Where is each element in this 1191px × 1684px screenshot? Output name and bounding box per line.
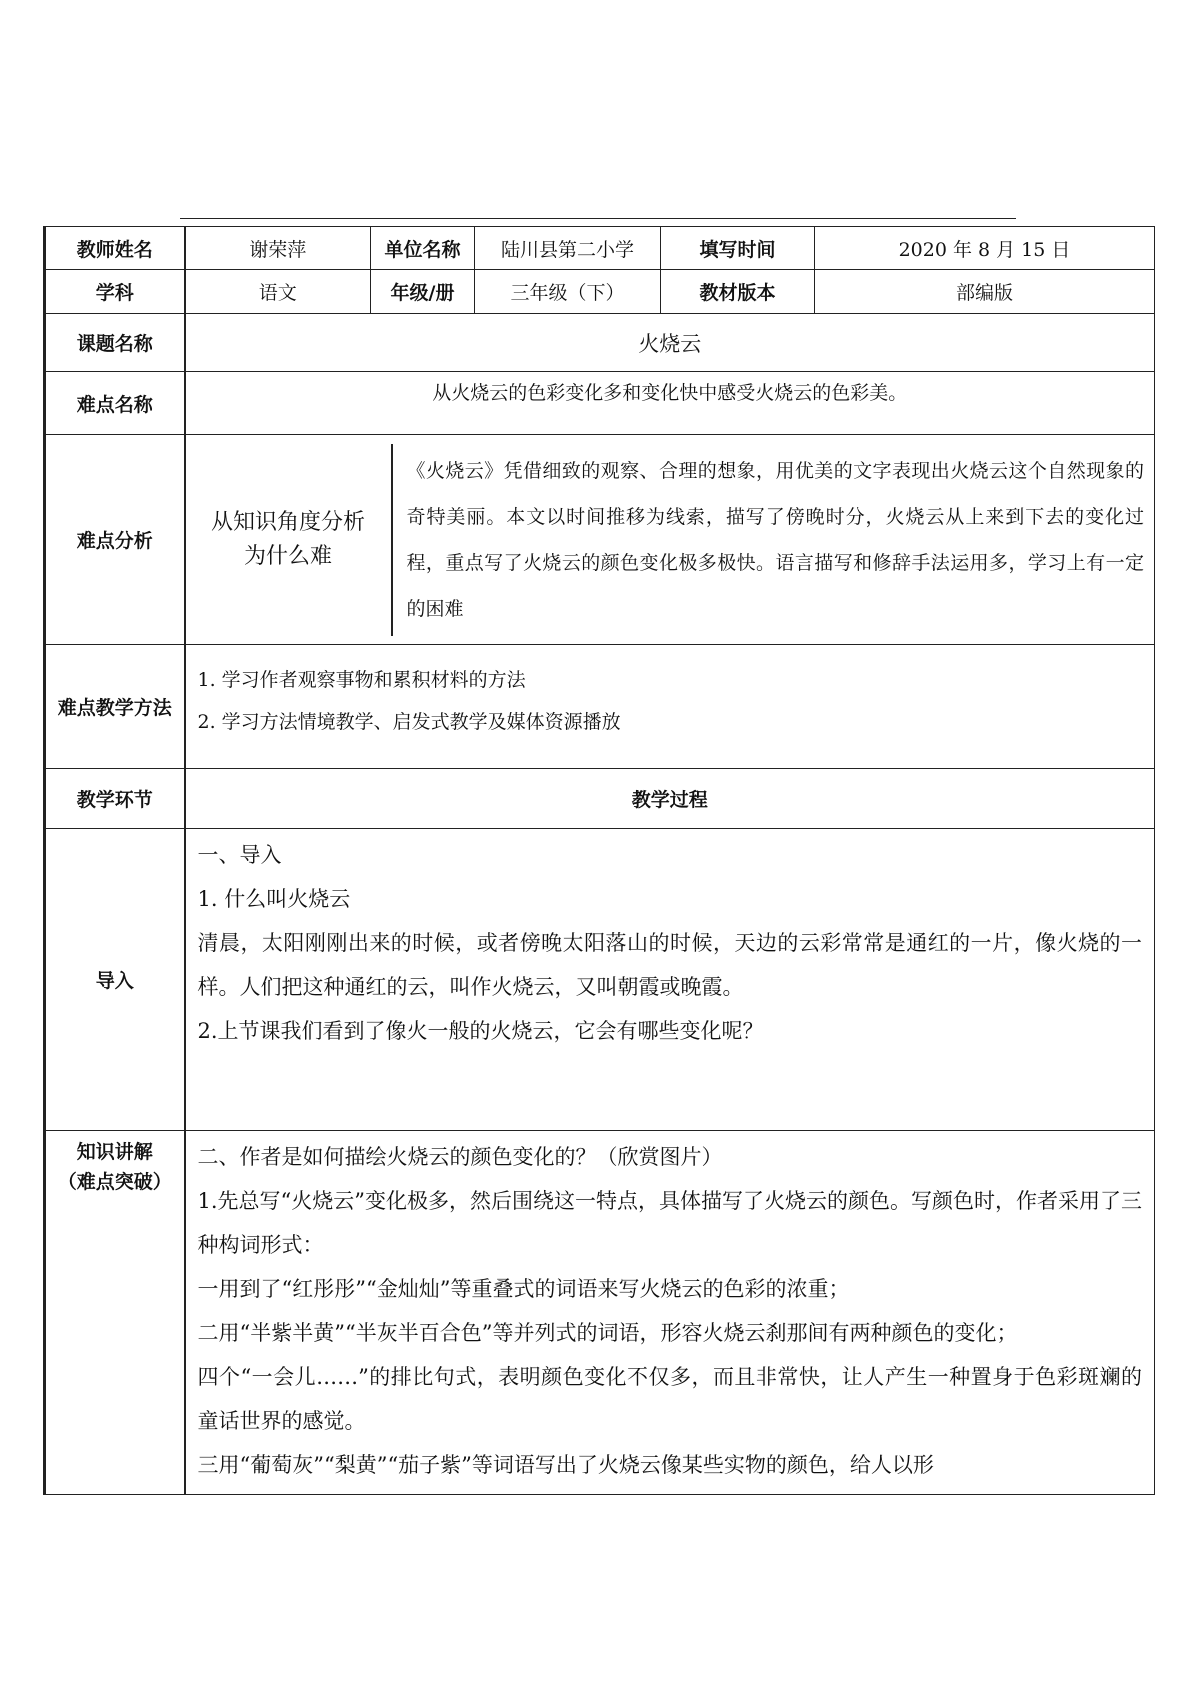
intro-row	[45, 829, 1155, 1131]
intro-line-2: 1. 什么叫火烧云	[197, 887, 351, 911]
subject-value: 语文	[185, 270, 371, 314]
process-title: 教学过程	[185, 769, 1155, 829]
method-item-1: 1. 学习作者观察事物和累积材料的方法	[197, 669, 526, 691]
info-row-2	[45, 270, 1155, 314]
analysis-label: 难点分析	[45, 435, 185, 645]
analysis-inner	[186, 444, 1155, 636]
process-header-row	[45, 769, 1155, 829]
analysis-sub-label: 从知识角度分析为什么难	[210, 509, 365, 569]
unit-label: 单位名称	[371, 227, 475, 270]
knowledge-label	[45, 1131, 185, 1495]
intro-line-3: 清晨，太阳刚刚出来的时候，或者傍晚太阳落山的时候，天边的云彩常常是通红的一片，像火烧的一样。人们把这种通红的云，叫作火烧云，又叫朝霞或晚霞。	[197, 931, 1142, 999]
difficulty-label: 难点名称	[45, 372, 185, 435]
intro-line-4: 2.上节课我们看到了像火一般的火烧云，它会有哪些变化呢？	[197, 1019, 764, 1043]
topic-value: 火烧云	[185, 314, 1155, 372]
difficulty-value: 从火烧云的色彩变化多和变化快中感受火烧云的色彩美。	[185, 372, 1155, 435]
topic-row	[45, 314, 1155, 372]
edition-label: 教材版本	[661, 270, 815, 314]
methods-list	[185, 645, 1155, 769]
intro-content	[185, 829, 1155, 1131]
methods-row	[45, 645, 1155, 769]
grade-value: 三年级（下）	[475, 270, 661, 314]
difficulty-row	[45, 372, 1155, 435]
process-step-label: 教学环节	[45, 769, 185, 829]
topic-label: 课题名称	[45, 314, 185, 372]
knowledge-line-4: 二用“半紫半黄”“半灰半百合色”等并列式的词语，形容火烧云刹那间有两种颜色的变化；	[197, 1321, 1018, 1345]
teacher-label: 教师姓名	[45, 227, 185, 270]
header-rule	[180, 218, 1016, 219]
knowledge-label-line-2: （难点突破）	[57, 1171, 172, 1193]
methods-label: 难点教学方法	[45, 645, 185, 769]
date-label: 填写时间	[661, 227, 815, 270]
unit-value: 陆川县第二小学	[475, 227, 661, 270]
analysis-row	[45, 435, 1155, 645]
intro-line-1: 一、导入	[197, 843, 282, 867]
edition-value: 部编版	[815, 270, 1155, 314]
knowledge-line-6: 三用“葡萄灰”“梨黄”“茄子紫”等词语写出了火烧云像某些实物的颜色，给人以形	[197, 1453, 934, 1477]
intro-label: 导入	[45, 829, 185, 1131]
analysis-text: 《火烧云》凭借细致的观察、合理的想象，用优美的文字表现出火烧云这个自然现象的奇特美丽。本文以时间推移为线索，描写了傍晚时分，火烧云从上来到下去的变化过程，重点写了火烧云的颜色变化极多极快。语言描写和修辞手法运用多，学习上有一定的困难	[392, 444, 1155, 636]
knowledge-line-5: 四个“一会儿……”的排比句式，表明颜色变化不仅多，而且非常快，让人产生一种置身于色彩斑斓的童话世界的感觉。	[197, 1365, 1142, 1433]
method-item-2: 2. 学习方法情境教学、启发式教学及媒体资源播放	[197, 711, 621, 733]
info-row-1	[45, 227, 1155, 270]
knowledge-label-line-1: 知识讲解	[76, 1141, 153, 1163]
knowledge-line-2: 1.先总写“火烧云”变化极多，然后围绕这一特点，具体描写了火烧云的颜色。写颜色时，作者采用了三种构词形式：	[197, 1189, 1143, 1257]
knowledge-line-1: 二、作者是如何描绘火烧云的颜色变化的？（欣赏图片）	[197, 1145, 723, 1169]
knowledge-row	[45, 1131, 1155, 1495]
lesson-plan-table	[43, 226, 1155, 1495]
grade-label: 年级/册	[371, 270, 475, 314]
date-value: 2020 年 8 月 15 日	[815, 227, 1155, 270]
subject-label: 学科	[45, 270, 185, 314]
knowledge-content	[185, 1131, 1155, 1495]
teacher-value: 谢荣萍	[185, 227, 371, 270]
knowledge-line-3: 一用到了“红彤彤”“金灿灿”等重叠式的词语来写火烧云的色彩的浓重；	[197, 1277, 850, 1301]
